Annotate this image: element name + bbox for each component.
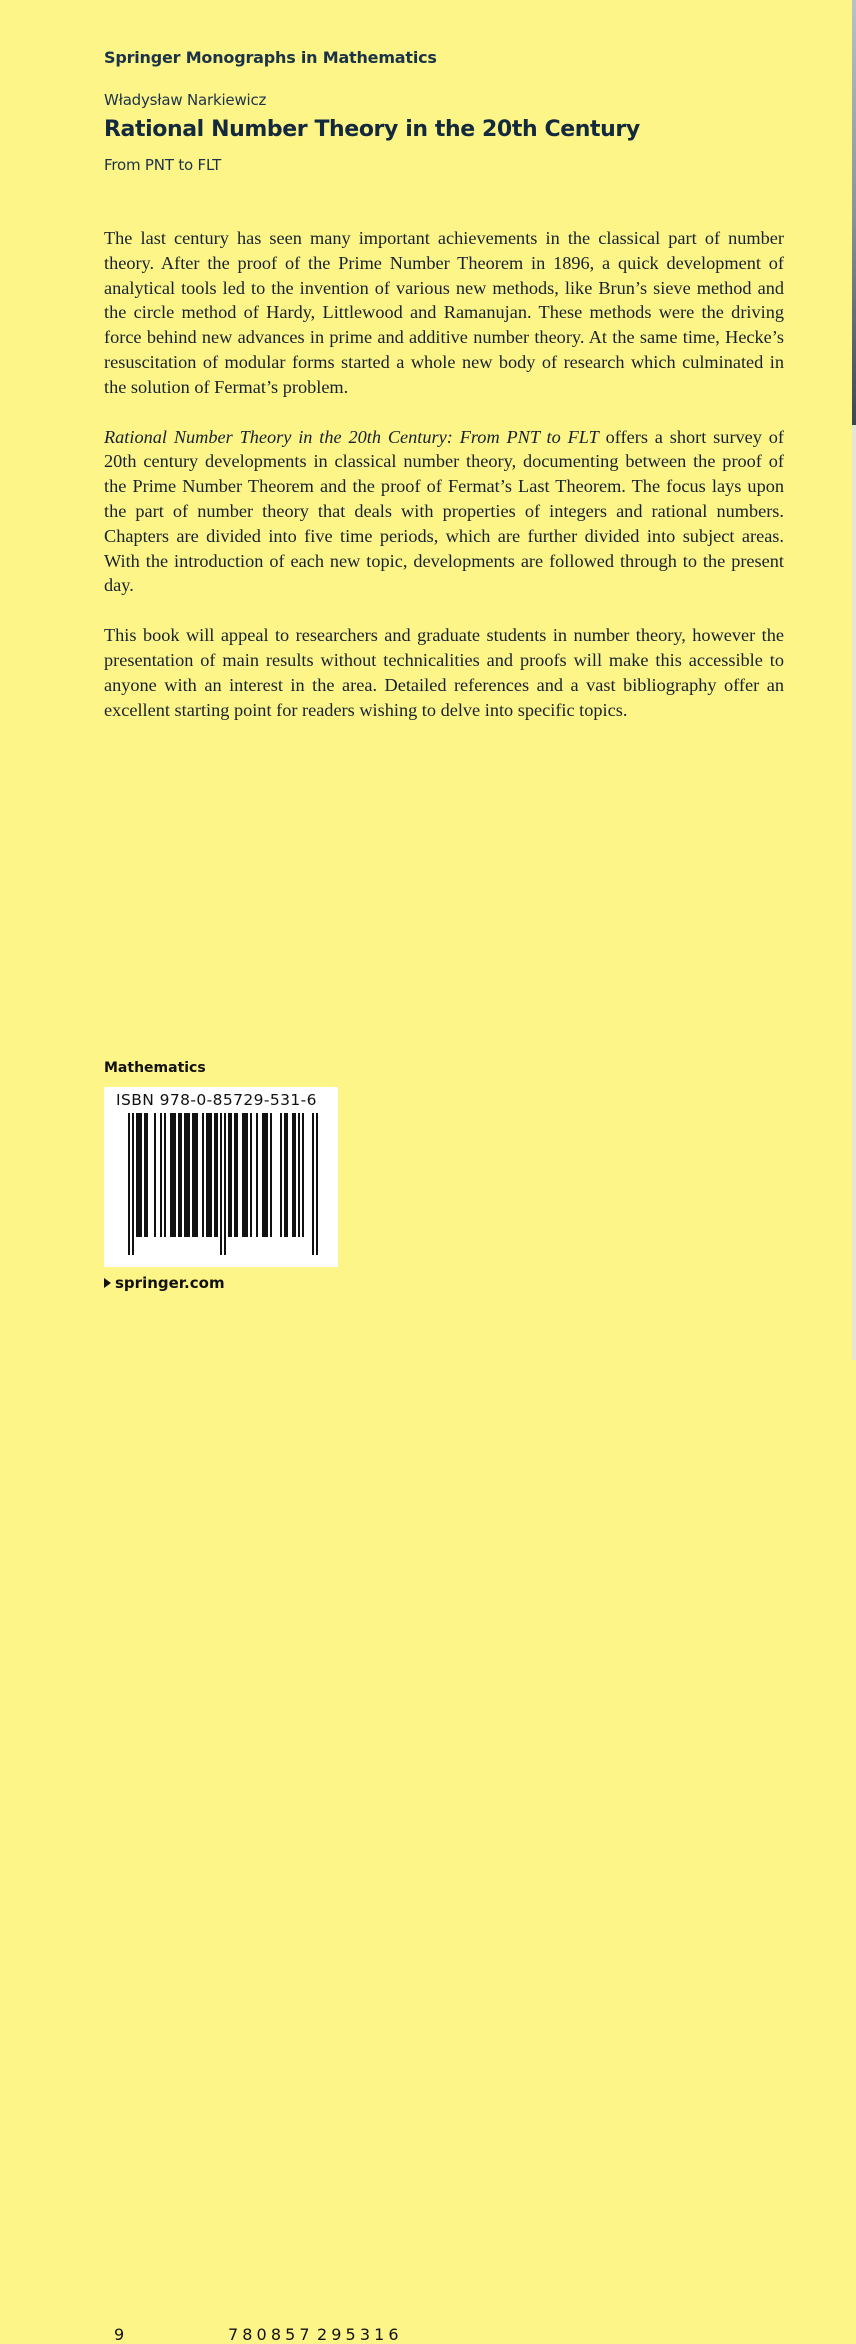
blurb-paragraph-2	[104, 425, 784, 599]
barcode-bar	[196, 1113, 198, 1237]
barcode-bar	[188, 1113, 190, 1237]
barcode-bar	[202, 1113, 204, 1237]
arrow-right-icon	[104, 1278, 111, 1288]
barcode-bar	[206, 1113, 208, 1237]
barcode-bar	[280, 1113, 282, 1237]
barcode-bar	[184, 1113, 186, 1237]
barcode-bar	[132, 1113, 134, 1255]
barcode-bar	[214, 1113, 216, 1237]
barcode-bar	[256, 1113, 258, 1237]
blurb-title-italic: Rational Number Theory in the 20th Century: From PNT to FLT	[104, 426, 599, 447]
ean-left-digits: 780857	[228, 2325, 314, 2344]
barcode-bar	[164, 1113, 166, 1237]
barcode-bar	[286, 1113, 288, 1237]
barcode-bar	[174, 1113, 176, 1237]
publisher-url: springer.com	[115, 1274, 225, 1292]
barcode-bar	[138, 1113, 140, 1237]
ean-first-digit: 9	[114, 2325, 125, 2344]
barcode-bar	[262, 1113, 264, 1237]
barcode-bar	[224, 1113, 226, 1255]
barcode-bar	[186, 1113, 188, 1237]
blurb-paragraph-3: This book will appeal to researchers and graduate students in number theory, however the presentation of main results without technicalities and proofs will make this accessible to anyone with an interest in the area. Detailed references and a vast bibliography offer an excellent starting point for readers wishing to delve into specific topics.	[104, 625, 784, 720]
barcode-bar	[160, 1113, 162, 1237]
spine-shadow-bottom	[852, 425, 856, 1360]
barcode-bar	[210, 1113, 212, 1237]
barcode-bar	[242, 1113, 244, 1237]
barcode-bar	[194, 1113, 196, 1237]
barcode-bar	[312, 1113, 314, 1255]
publisher-link[interactable]	[104, 1274, 225, 1292]
barcode-bar	[170, 1113, 172, 1237]
barcode-bar	[292, 1113, 294, 1237]
barcode-bar	[250, 1113, 252, 1237]
spine-shadow-top	[852, 0, 856, 425]
barcode-bar	[298, 1113, 300, 1237]
barcode-bar	[178, 1113, 180, 1237]
barcode-icon	[104, 1113, 338, 1261]
blurb-paragraph-1: The last century has seen many important achievements in the classical part of number theory. After the proof of the Prime Number Theorem in 1896, a quick development of analytical tools led to the invention of various new methods, like Brun’s sieve method and the circle method of Hardy, Littlewood and Ramanujan. These methods were the driving force behind new advances in prime and additive number theory. At the same time, Hecke’s resuscitation of modular forms started a whole new body of research which culminated in the solution of Fermat’s problem.	[104, 228, 784, 397]
barcode-bar	[172, 1113, 174, 1237]
barcode-bar	[128, 1113, 130, 1255]
barcode-bar	[228, 1113, 230, 1237]
barcode-bar	[140, 1113, 142, 1237]
barcode-bar	[180, 1113, 182, 1237]
barcode-bar	[266, 1113, 268, 1237]
ean-right-digits: 295316	[317, 2325, 403, 2344]
barcode-bar	[220, 1113, 222, 1255]
barcode-bar	[230, 1113, 232, 1237]
series-name: Springer Monographs in Mathematics	[104, 48, 437, 67]
barcode-bar	[236, 1113, 238, 1237]
barcode-bar	[246, 1113, 248, 1237]
blurb	[104, 226, 784, 747]
barcode-bar	[316, 1113, 318, 1255]
barcode-bar	[294, 1113, 296, 1237]
barcode-bar	[154, 1113, 156, 1237]
author-name: Władysław Narkiewicz	[104, 91, 267, 109]
isbn-text: ISBN 978-0-85729-531-6	[116, 1091, 317, 1109]
barcode-bar	[136, 1113, 138, 1237]
barcode-bar	[284, 1113, 286, 1237]
book-subtitle: From PNT to FLT	[104, 156, 222, 174]
blurb-paragraph-2-text: offers a short survey of 20th century developments in classical number theory, documenting between the proof of the Prime Number Theorem and the proof of Fermat’s Last Theorem. The focus lays upon the part of number theory that deals with properties of integers and rational numbers. Chapters are divided into five time periods, which are further divided into subject areas. With the introduction of each new topic, developments are followed through to the present day.	[104, 426, 785, 596]
barcode-bar	[302, 1113, 304, 1237]
barcode-bar	[244, 1113, 246, 1237]
barcode-bar	[270, 1113, 272, 1237]
barcode-bar	[144, 1113, 146, 1237]
barcode-bar	[192, 1113, 194, 1237]
barcode-bar	[234, 1113, 236, 1237]
barcode-bar	[208, 1113, 210, 1237]
barcode-bar	[264, 1113, 266, 1237]
subject-label: Mathematics	[104, 1060, 206, 1076]
barcode-bar	[146, 1113, 148, 1237]
book-title: Rational Number Theory in the 20th Century	[104, 117, 640, 142]
barcode-bar	[216, 1113, 218, 1237]
